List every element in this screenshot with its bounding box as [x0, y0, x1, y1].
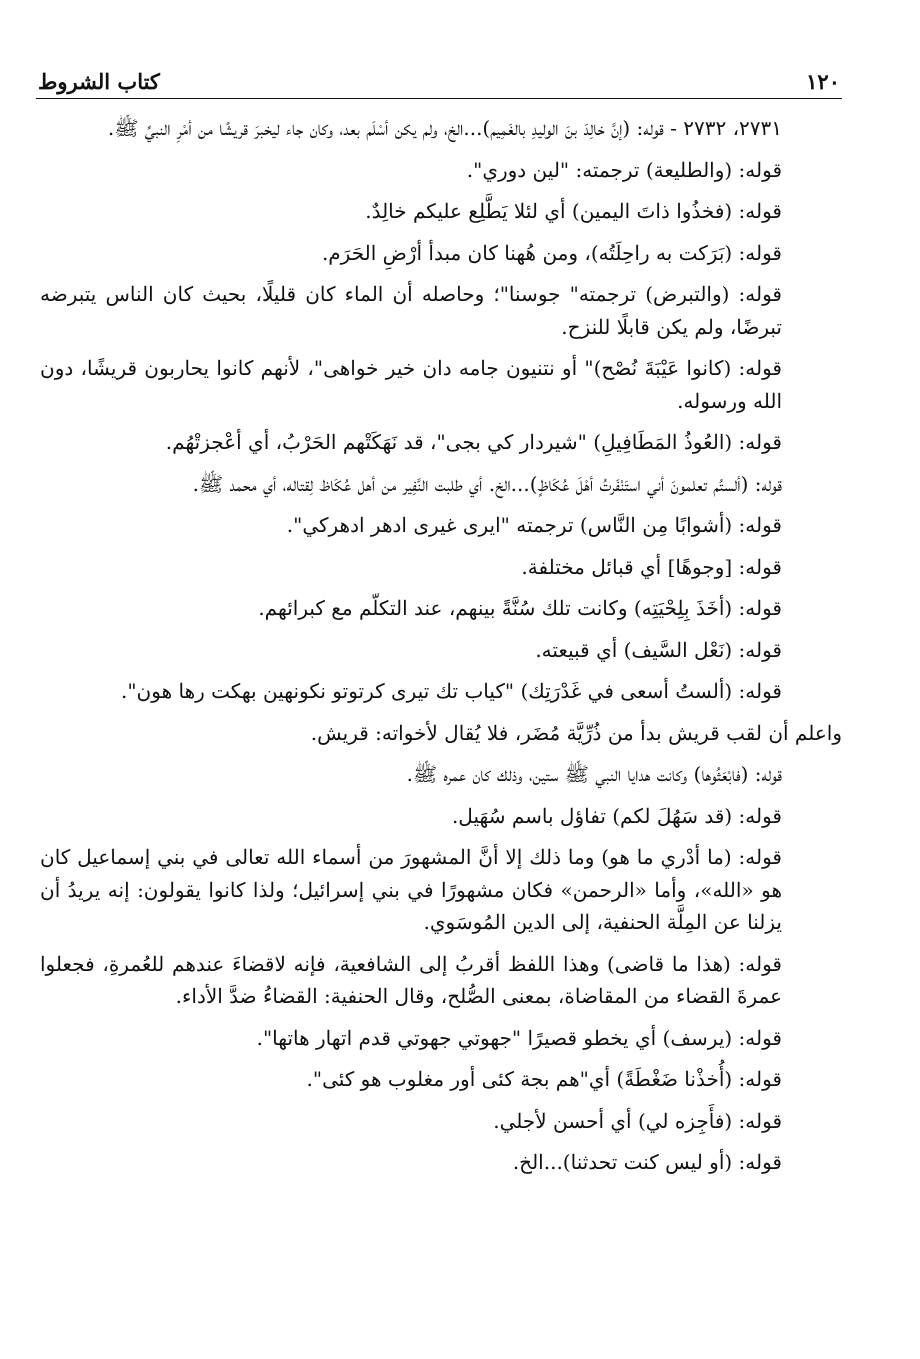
- paragraph: قوله: (ما أدْري ما هو) وما ذلك إلا أنَّ المشهورَ من أسماء الله تعالى في بني إسماعيل كان هو «الله»، وأما «الرحمن» فكان مشهورًا في بني إسرائيل؛ ولذا كانوا يقولون: إنه يريدُ أن يزلنا عن المِلَّة الحنفية، إلى الدين المُوسَوي.: [40, 845, 782, 934]
- paragraph: قوله: (أخَذَ بِلِحْيَتِه) وكانت تلك سُنَّةً بينهم، عند التكلّم مع كبرائهم.: [258, 596, 782, 620]
- paragraph: قوله: (بَرَكت به راحِلَتُه)، ومن هُهنا كان مبدأ أرْضِ الحَرَم.: [321, 240, 782, 265]
- paragraph: قوله: (أُخذْنا ضَغْطَةً) أي"هم بجة كئى أور مغلوب هو كئى".: [306, 1067, 782, 1091]
- paragraph: قوله: (فأَجِزه لي) أي أحسن لأجلي.: [493, 1108, 782, 1133]
- paragraph: قوله: (العُوذُ المَطَافِيلِ) "شيردار كي بجى"، قد نَهَكَتْهم الحَرْبُ، أي أعْجزتْهُم.: [165, 430, 782, 454]
- page-number: ١٢٠: [806, 69, 840, 94]
- page-header: [38, 58, 840, 94]
- paragraph: قوله: (ألستُم تعلمونَ أني استَنْفَرتُ أهْلَ عُكَاظٍ)...الخ. أي طلبت النَّفِير من أهل عُكَاظ لِقتاله، أي محمد ﷺ.: [192, 471, 782, 496]
- paragraph: قوله: (فابْعَثُوها) وكانت هدايا النبي ﷺ ستين، وذلك كان عمره ﷺ.: [406, 762, 782, 786]
- paragraph: واعلم أن لقب قريش بدأ من ذُرِّيَّة مُضَر، فلا يُقال لأخواته: قريش.: [310, 720, 842, 745]
- book-title: كتاب الشروط: [38, 69, 160, 94]
- header-rule: [36, 98, 842, 99]
- paragraph: قوله: (نَعْل السَّيف) أي قبيعته.: [535, 637, 782, 662]
- paragraph: قوله: (فخذُوا ذاتَ اليمين) أي لئلا يَطَّلِع عليكم خالِدٌ.: [365, 199, 782, 223]
- paragraph: قوله: (والتبرض) ترجمته" جوسنا"؛ وحاصله أن الماء كان قليلًا، بحيث كان الناس يتبرضه تبرضًا، ولم يكن قابلًا للنزح.: [40, 282, 782, 339]
- paragraph: قوله: [وجوهًا] أي قبائل مختلفة.: [521, 554, 782, 579]
- paragraph: قوله: (كانوا عَيْبَةَ نُصْح)" أو نتنيون جامه دان خير خواهى"، لأنهم كانوا يحاربون قريشًا، دون الله ورسوله.: [40, 356, 782, 413]
- paragraph: قوله: (أشوابًا مِن النَّاس) ترجمته "ايرى غيرى ادهر ادهركي".: [286, 513, 782, 537]
- paragraph: قوله: (والطليعة) ترجمته: "لين دوري".: [466, 157, 782, 182]
- paragraph: قوله: (هذا ما قاضى) وهذا اللفظ أقربُ إلى الشافعية، فإنه لاقضاءَ عندهم للعُمرةِ، فجعلوا عمرةَ القضاء من المقاضاة، بمعنى الصُّلح، وقال الحنفية: القضاءُ ضدَّ الأداء.: [40, 951, 782, 1008]
- paragraph: قوله: (ألستُ أسعى في غَدْرَتِك) "كياب تك تيرى كرتوتو نكونهين بهكت رها هون".: [121, 679, 782, 703]
- page-body: [40, 112, 842, 1188]
- paragraph: ٢٧٣١، ٢٧٣٢ - قوله: (إنَّ خالِدَ بنَ الوليدِ بالغَمِيم)...الخ، ولم يكن أسْلَم بعد، وكان جاء ليخبرَ قريشًا من أمْرِ النبيِّ ﷺ.: [107, 116, 782, 140]
- paragraph: قوله: (قد سَهُلَ لكم) تفاؤل باسم سُهَيل.: [451, 803, 782, 828]
- paragraph: قوله: (يرسف) أي يخطو قصيرًا "جهوتي جهوتي قدم اتهار هاتها".: [256, 1025, 782, 1050]
- paragraph: قوله: (أو ليس كنت تحدثنا)...الخ.: [512, 1150, 782, 1174]
